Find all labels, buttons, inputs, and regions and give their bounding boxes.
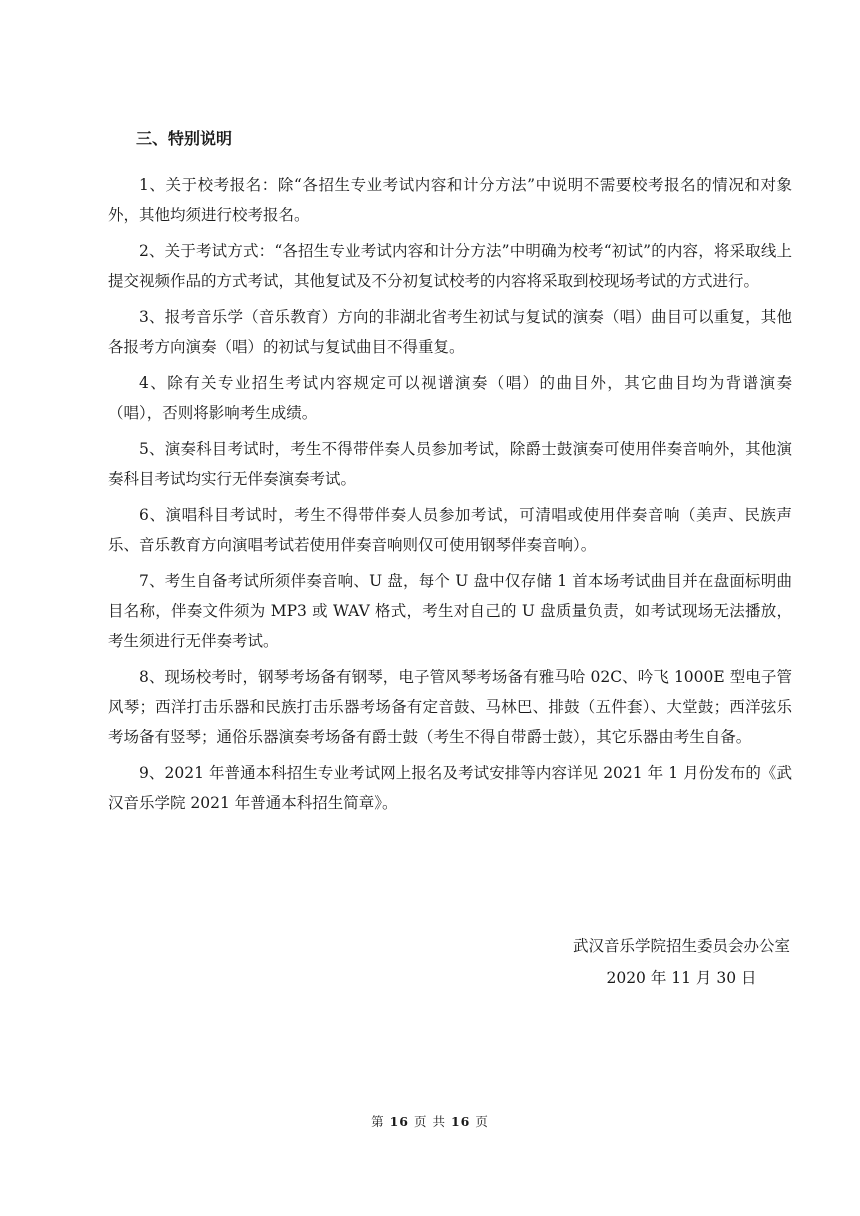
note-item-8: 8、现场校考时，钢琴考场备有钢琴，电子管风琴考场备有雅马哈 02C、吟飞 1000E 型电子管风琴；西洋打击乐器和民族打击乐器考场备有定音鼓、马林巴、排鼓（五件套）、大堂鼓；西洋弦乐考场备有竖琴；通俗乐器演奏考场备有爵士鼓（考生不得自带爵士鼓），其它乐器由考生自备。 [108,668,792,746]
note-item-2: 2、关于考试方式：“各招生专业考试内容和计分方法”中明确为校考“初试”的内容，将采取线上提交视频作品的方式考试，其他复试及不分初复试校考的内容将采取到校现场考试的方式进行。 [108,242,792,290]
note-item-4: 4、除有关专业招生考试内容规定可以视谱演奏（唱）的曲目外，其它曲目均为背谱演奏（唱），否则将影响考生成绩。 [108,374,792,422]
note-item-7: 7、考生自备考试所须伴奏音响、U 盘，每个 U 盘中仅存储 1 首本场考试曲目并在盘面标明曲目名称，伴奏文件须为 MP3 或 WAV 格式，考生对自己的 U 盘质量负责，如考试现场无法播放，考生须进行无伴奏考试。 [108,572,792,650]
document-body [108,124,792,824]
signature-block [573,930,790,994]
footer-total-pages: 16 [450,1114,471,1129]
note-item-5: 5、演奏科目考试时，考生不得带伴奏人员参加考试，除爵士鼓演奏可使用伴奏音响外，其他演奏科目考试均实行无伴奏演奏考试。 [108,440,792,488]
footer-suffix: 页 [475,1114,489,1129]
footer-page-number: 16 [389,1114,410,1129]
signature-org: 武汉音乐学院招生委员会办公室 [572,937,790,955]
footer-middle: 页 共 [414,1114,446,1129]
note-item-3: 3、报考音乐学（音乐教育）方向的非湖北省考生初试与复试的演奏（唱）曲目可以重复，其他各报考方向演奏（唱）的初试与复试曲目不得重复。 [108,308,792,356]
footer-prefix: 第 [371,1114,385,1129]
note-item-1: 1、关于校考报名：除“各招生专业考试内容和计分方法”中说明不需要校考报名的情况和对象外，其他均须进行校考报名。 [108,176,792,224]
note-item-9: 9、2021 年普通本科招生专业考试网上报名及考试安排等内容详见 2021 年 1 月份发布的《武汉音乐学院 2021 年普通本科招生简章》。 [108,764,792,812]
page-footer [0,1112,860,1130]
note-item-6: 6、演唱科目考试时，考生不得带伴奏人员参加考试，可清唱或使用伴奏音响（美声、民族声乐、音乐教育方向演唱考试若使用伴奏音响则仅可使用钢琴伴奏音响）。 [108,506,792,554]
section-title: 三、特别说明 [136,129,233,148]
signature-date: 2020 年 11 月 30 日 [606,969,757,987]
